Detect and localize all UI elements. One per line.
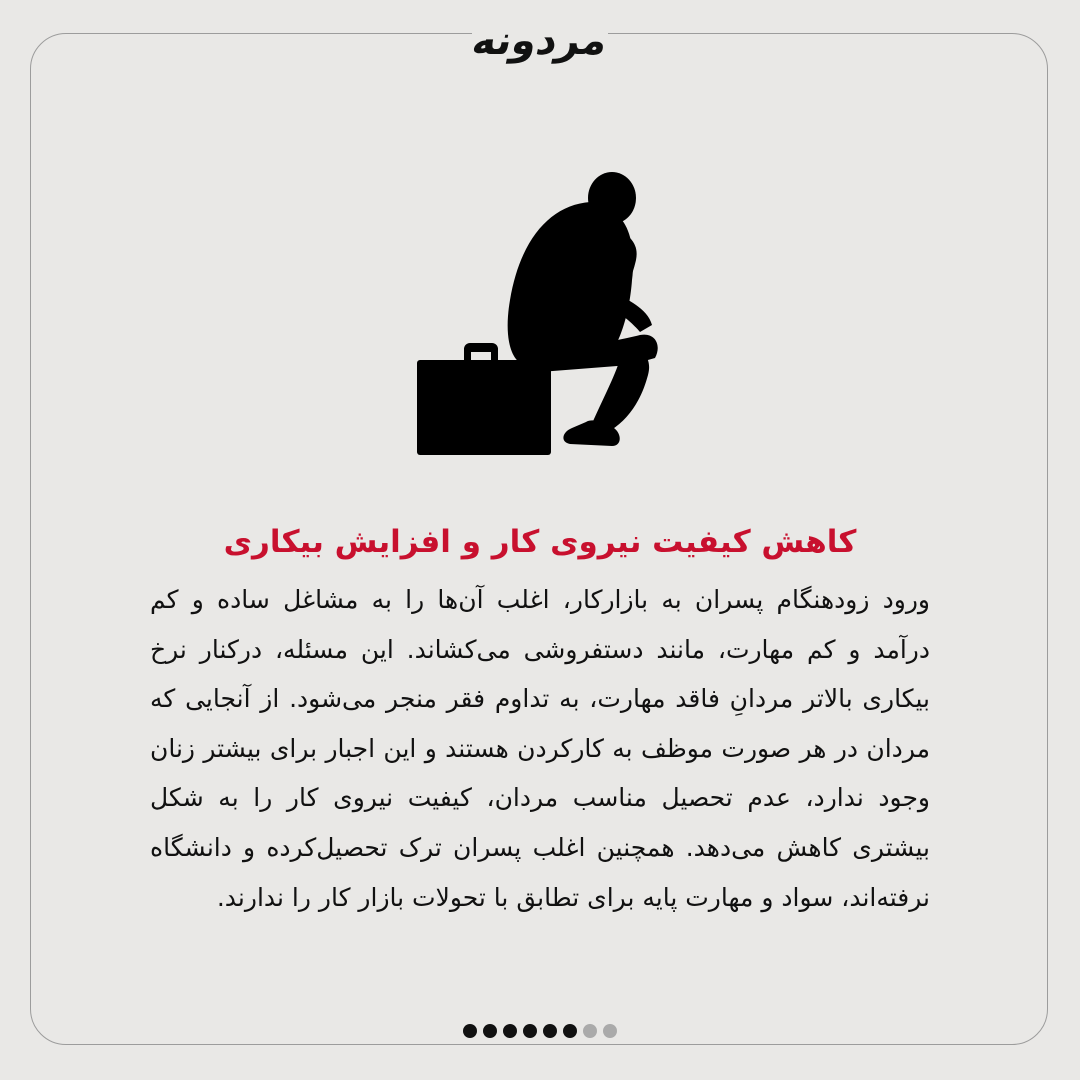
logo-text: مردونه [467, 18, 613, 64]
pagination-dot[interactable] [463, 1024, 477, 1038]
post-title: کاهش کیفیت نیروی کار و افزایش بیکاری [223, 524, 857, 560]
pagination-dot[interactable] [583, 1024, 597, 1038]
pagination-dot[interactable] [483, 1024, 497, 1038]
pagination-dot[interactable] [523, 1024, 537, 1038]
brand-logo [467, 14, 613, 68]
pagination-dot[interactable] [563, 1024, 577, 1038]
pagination-dot[interactable] [503, 1024, 517, 1038]
post-body: ورود زودهنگام پسران به بازارکار، اغلب آن‌ها را به مشاغل ساده و کم درآمد و کم مهارت، مانند دستفروشی می‌کشاند. این مسئله، درکنار نرخ بیکاری بالاتر مردانِ فاقد مهارت، به تداوم فقر منجر می‌شود. از آنجایی که مردان در هر صورت موظف به کارکردن هستند و این اجبار برای بیشتر زنان وجود ندارد، عدم تحصیل مناسب مردان، کیفیت نیروی کار را به شکل بیشتری کاهش می‌دهد. همچنین اغلب پسران ترک تحصیل‌کرده و دانشگاه نرفته‌اند، سواد و مهارت پایه برای تطابق با تحولات بازار کار را ندارند. [150, 585, 930, 912]
man-sitting-on-briefcase-icon [400, 160, 690, 470]
pagination-dots [0, 1024, 1080, 1038]
pagination-dot[interactable] [603, 1024, 617, 1038]
pagination-dot[interactable] [543, 1024, 557, 1038]
